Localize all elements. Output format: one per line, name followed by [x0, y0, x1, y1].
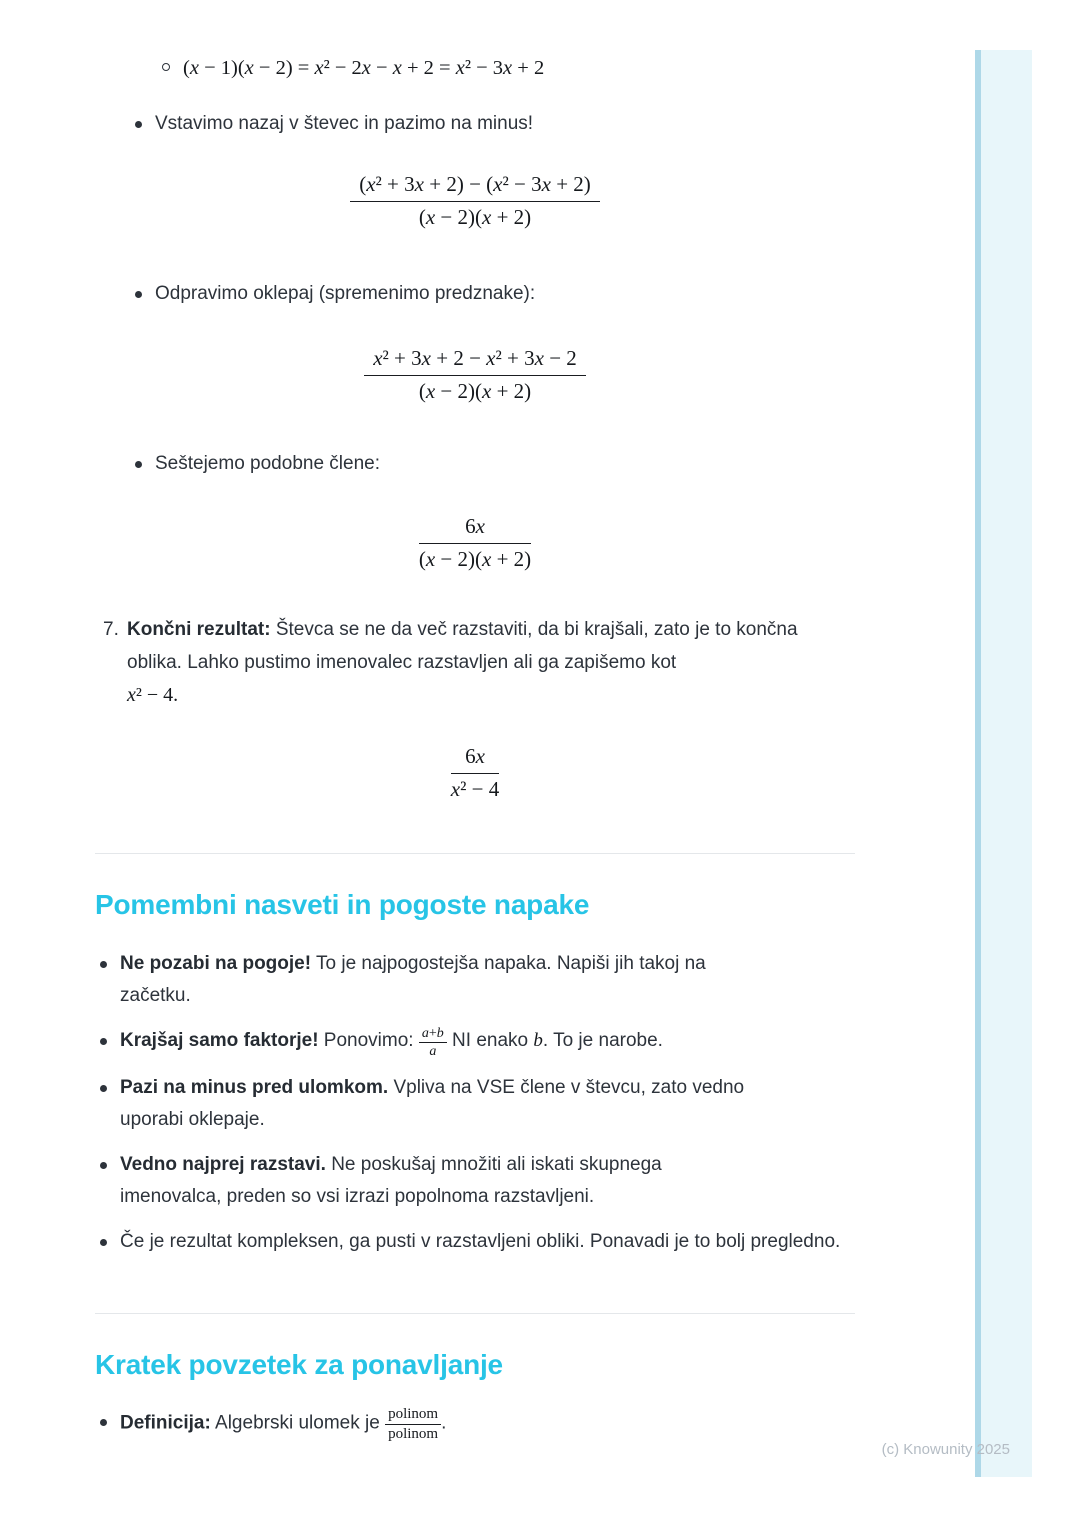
- tip-lead: Vedno najprej razstavi.: [120, 1154, 326, 1176]
- display-fraction-4: [95, 744, 855, 802]
- sub-bullet-line: [162, 53, 544, 83]
- summary-section-title: Kratek povzetek za ponavljanje: [95, 1349, 503, 1380]
- step-bullet-2: [135, 278, 535, 310]
- fraction-denominator: x² − 4: [450, 776, 500, 801]
- bullet-icon: [100, 1038, 107, 1045]
- inline-fraction: [385, 1406, 441, 1442]
- step-text: Vstavimo nazaj v števec in pazimo na minus!: [155, 113, 534, 134]
- fraction-denominator: a: [429, 1044, 437, 1059]
- bullet-icon: [135, 291, 142, 298]
- numbered-item-7: [103, 614, 847, 713]
- display-fraction-3: [95, 514, 855, 572]
- fraction-denominator: (x − 2)(x + 2): [418, 204, 532, 229]
- math-variable: b: [533, 1030, 543, 1051]
- tip-text: NI enako: [446, 1030, 534, 1051]
- list-item: [100, 948, 860, 1012]
- list-item: [100, 1072, 860, 1136]
- bullet-icon: [135, 461, 142, 468]
- inline-fraction: [419, 1026, 447, 1060]
- display-fraction-1: [95, 172, 855, 230]
- fraction-numerator: polinom: [385, 1406, 441, 1425]
- step-bullet-1: [135, 108, 533, 140]
- tip-text: . To je narobe.: [542, 1030, 663, 1051]
- item-body: [127, 614, 847, 713]
- section-divider: [95, 1313, 855, 1314]
- tips-section-title: Pomembni nasveti in pogoste napake: [95, 889, 590, 920]
- fraction-numerator: a+b: [419, 1026, 447, 1043]
- tip-text: Če je rezultat kompleksen, ga pusti v razstavljeni obliki. Ponavadi je to bolj pregledno.: [120, 1231, 841, 1253]
- item-number: 7.: [103, 619, 119, 640]
- fraction-denominator: (x − 2)(x + 2): [418, 546, 532, 571]
- equation-result: x² − 4.: [127, 684, 179, 706]
- tip-text: Vpliva na VSE člene v števcu, zato vedno uporabi oklepaje.: [120, 1077, 745, 1131]
- definition-text: .: [441, 1412, 447, 1434]
- list-item: [100, 1149, 860, 1213]
- section-divider: [95, 853, 855, 854]
- circle-bullet-icon: [162, 63, 170, 71]
- bullet-icon: [100, 1419, 107, 1426]
- bullet-icon: [100, 1085, 107, 1092]
- bullet-icon: [100, 1239, 107, 1246]
- tip-lead: Ne pozabi na pogoje!: [120, 953, 312, 974]
- fraction-numerator: (x² + 3x + 2) − (x² − 3x + 2): [350, 172, 600, 202]
- item-lead: Končni rezultat:: [127, 619, 271, 640]
- tips-list: [100, 948, 860, 1271]
- step-text: Seštejemo podobne člene:: [155, 453, 380, 474]
- side-strip: [975, 50, 1032, 1477]
- fraction-denominator: (x − 2)(x + 2): [418, 378, 532, 403]
- fraction-numerator: x² + 3x + 2 − x² + 3x − 2: [364, 346, 586, 376]
- display-fraction-2: [95, 346, 855, 404]
- bullet-icon: [100, 1162, 107, 1169]
- tip-text: Ponovimo:: [318, 1030, 419, 1051]
- tip-text: Ne poskušaj množiti ali iskati skupnega imenovalca, preden so vsi izrazi popolnoma razstavljeni.: [120, 1154, 662, 1208]
- fraction-numerator: 6x: [419, 514, 531, 544]
- definition-item: [100, 1406, 446, 1442]
- definition-text: Algebrski ulomek je: [210, 1412, 386, 1434]
- tip-text: To je najpogostejša napaka. Napiši jih takoj na začetku.: [120, 953, 706, 1006]
- tip-lead: Krajšaj samo faktorje!: [120, 1030, 319, 1051]
- definition-lead: Definicija:: [120, 1412, 211, 1434]
- item-text: Števca se ne da več razstaviti, da bi krajšali, zato je to končna oblika. Lahko pustimo imenovalec razstavljen ali ga zapišemo kot: [127, 619, 798, 673]
- step-bullet-3: [135, 448, 380, 480]
- copyright-text: (c) Knowunity 2025: [881, 1441, 1010, 1458]
- fraction-numerator: 6x: [451, 744, 499, 774]
- fraction-denominator: polinom: [388, 1425, 439, 1442]
- equation-expansion: (x − 1)(x − 2) = x² − 2x − x + 2 = x² − 3x + 2: [183, 57, 545, 79]
- step-text: Odpravimo oklepaj (spremenimo predznake):: [155, 283, 536, 304]
- bullet-icon: [100, 961, 107, 968]
- list-item: [100, 1226, 860, 1258]
- list-item: [100, 1025, 860, 1059]
- bullet-icon: [135, 121, 142, 128]
- tip-lead: Pazi na minus pred ulomkom.: [120, 1077, 389, 1099]
